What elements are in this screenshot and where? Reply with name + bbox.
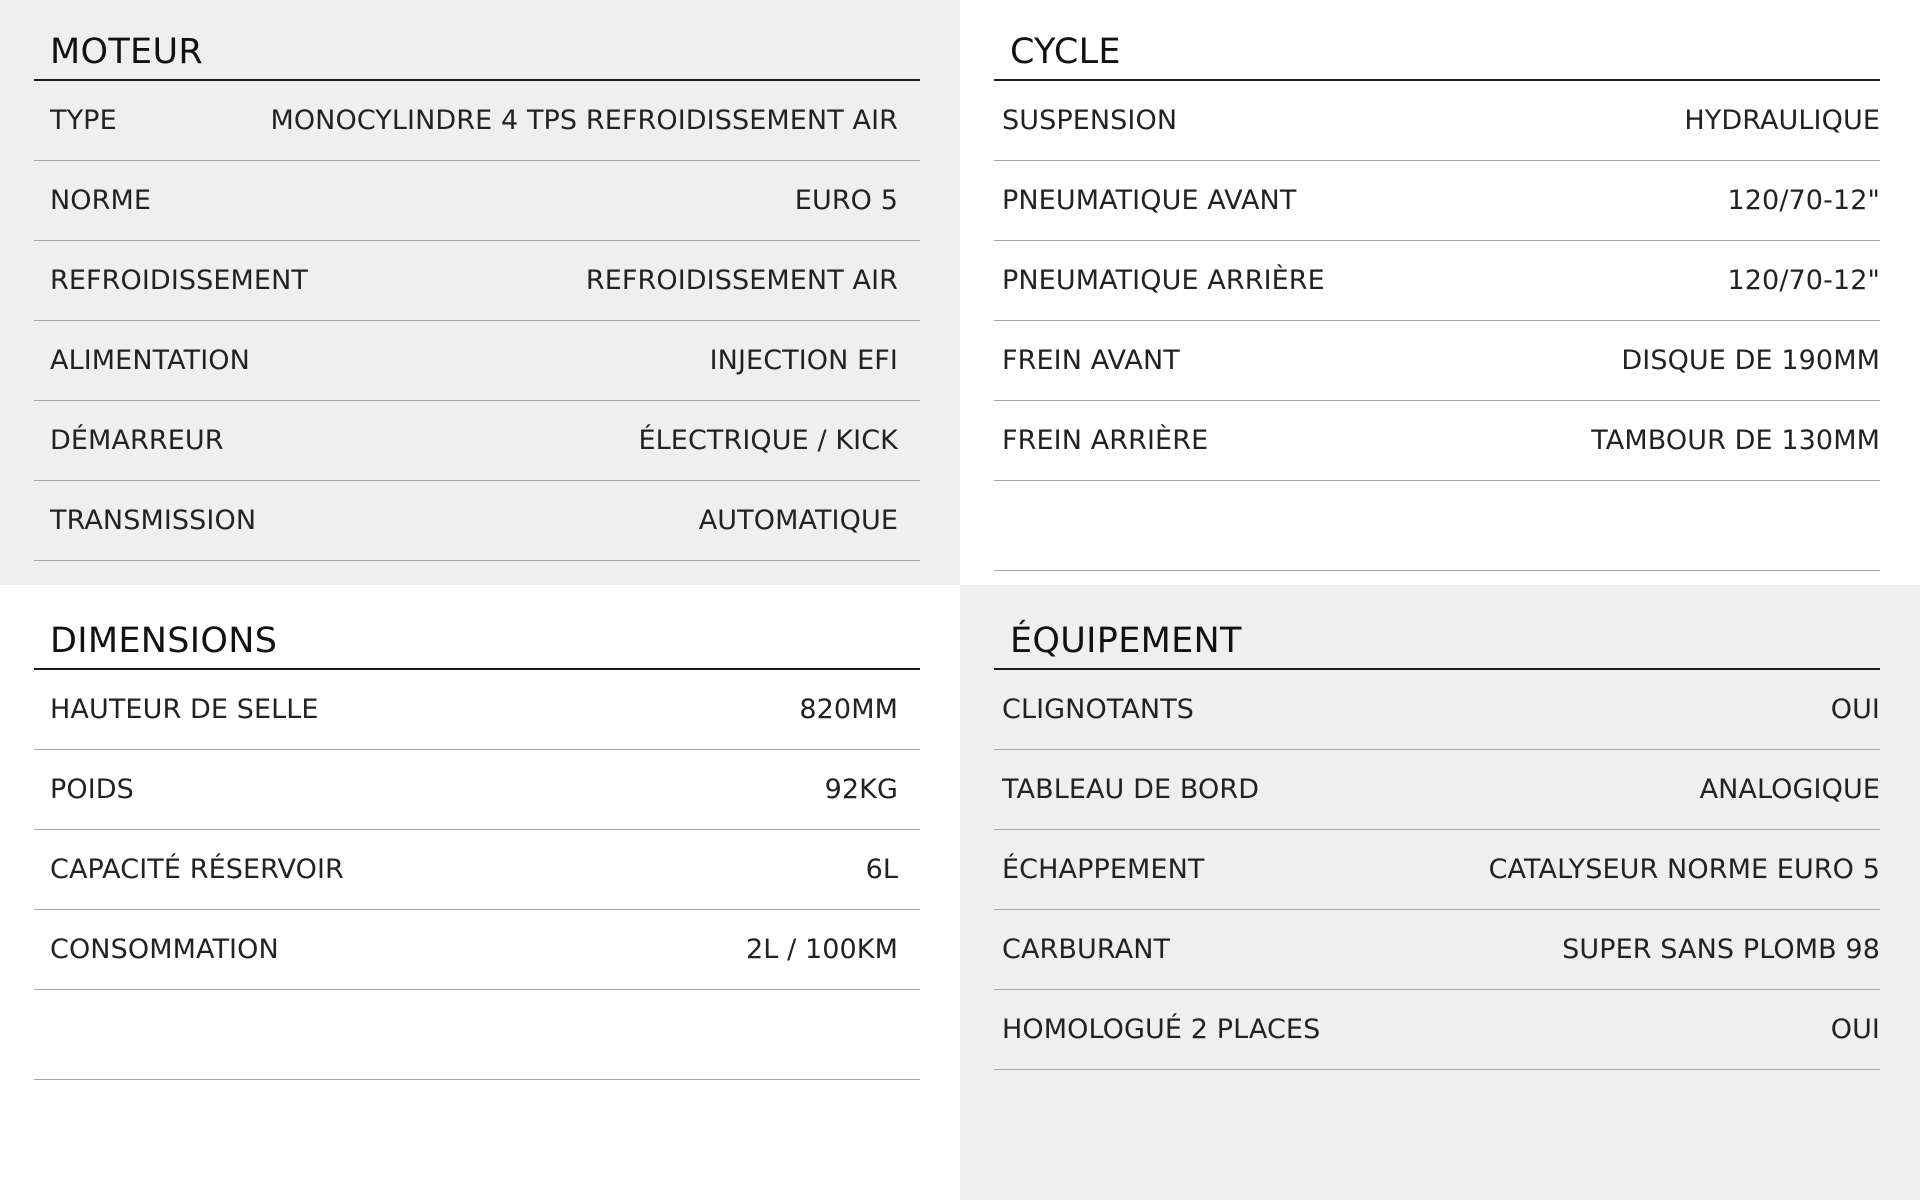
spec-value: 120/70-12" — [1727, 265, 1880, 296]
spec-label: PNEUMATIQUE AVANT — [1002, 185, 1297, 216]
spec-value: 92KG — [824, 774, 898, 805]
spec-row-poids — [34, 750, 920, 830]
spec-row-tableau-de-bord — [994, 750, 1880, 830]
spec-row-clignotants — [994, 670, 1880, 750]
spec-label: FREIN AVANT — [1002, 345, 1180, 376]
spec-row-homologue-2-places — [994, 990, 1880, 1070]
spec-label: CLIGNOTANTS — [1002, 694, 1195, 725]
section-title-dimensions: DIMENSIONS — [34, 613, 920, 670]
spec-row-norme — [34, 161, 920, 241]
spec-value: HYDRAULIQUE — [1684, 105, 1880, 136]
spec-label: TABLEAU DE BORD — [1002, 774, 1260, 805]
spec-row-echappement — [994, 830, 1880, 910]
section-title-equipement: ÉQUIPEMENT — [994, 613, 1880, 670]
spec-label: TRANSMISSION — [50, 505, 257, 536]
spec-value: SUPER SANS PLOMB 98 — [1562, 934, 1880, 965]
spec-row-suspension — [994, 81, 1880, 161]
spec-row-pneumatique-avant — [994, 161, 1880, 241]
cycle-spec-list — [994, 81, 1880, 571]
spec-label: ÉCHAPPEMENT — [1002, 854, 1205, 885]
section-dimensions — [0, 585, 960, 1200]
equipement-panel — [994, 613, 1880, 1070]
spec-row-consommation — [34, 910, 920, 990]
spec-row-hauteur-de-selle — [34, 670, 920, 750]
spec-value: TAMBOUR DE 130MM — [1591, 425, 1880, 456]
spec-label: HOMOLOGUÉ 2 PLACES — [1002, 1014, 1321, 1045]
spec-label: CONSOMMATION — [50, 934, 279, 965]
spec-row-empty — [994, 481, 1880, 571]
spec-row-frein-avant — [994, 321, 1880, 401]
moteur-panel — [34, 24, 920, 561]
section-moteur — [0, 0, 960, 585]
section-title-cycle: CYCLE — [994, 24, 1880, 81]
cycle-panel — [994, 24, 1880, 571]
spec-row-refroidissement — [34, 241, 920, 321]
spec-value: AUTOMATIQUE — [698, 505, 898, 536]
spec-label: ALIMENTATION — [50, 345, 250, 376]
spec-value: ÉLECTRIQUE / KICK — [638, 425, 898, 456]
section-cycle — [960, 0, 1920, 585]
spec-value: REFROIDISSEMENT AIR — [585, 265, 898, 296]
spec-label: TYPE — [50, 105, 117, 136]
spec-value: 2L / 100KM — [745, 934, 898, 965]
spec-value: 120/70-12" — [1727, 185, 1880, 216]
spec-row-empty — [34, 990, 920, 1080]
spec-value: MONOCYLINDRE 4 TPS REFROIDISSEMENT AIR — [270, 105, 898, 136]
dimensions-panel — [34, 613, 920, 1080]
spec-row-type — [34, 81, 920, 161]
spec-row-frein-arriere — [994, 401, 1880, 481]
spec-label: REFROIDISSEMENT — [50, 265, 308, 296]
spec-row-pneumatique-arriere — [994, 241, 1880, 321]
spec-value: INJECTION EFI — [709, 345, 898, 376]
spec-label: SUSPENSION — [1002, 105, 1178, 136]
dimensions-spec-list — [34, 670, 920, 1080]
section-title-moteur: MOTEUR — [34, 24, 920, 81]
spec-row-demarreur — [34, 401, 920, 481]
spec-value: DISQUE DE 190MM — [1621, 345, 1880, 376]
equipement-spec-list — [994, 670, 1880, 1070]
spec-label: DÉMARREUR — [50, 425, 224, 456]
spec-value: CATALYSEUR NORME EURO 5 — [1488, 854, 1880, 885]
spec-label: POIDS — [50, 774, 134, 805]
spec-row-capacite-reservoir — [34, 830, 920, 910]
spec-label: FREIN ARRIÈRE — [1002, 425, 1209, 456]
spec-row-carburant — [994, 910, 1880, 990]
spec-value: 820MM — [799, 694, 898, 725]
spec-row-transmission — [34, 481, 920, 561]
spec-label: CAPACITÉ RÉSERVOIR — [50, 854, 344, 885]
moteur-spec-list — [34, 81, 920, 561]
spec-label: NORME — [50, 185, 152, 216]
spec-value: EURO 5 — [794, 185, 898, 216]
section-equipement — [960, 585, 1920, 1200]
spec-label: CARBURANT — [1002, 934, 1171, 965]
spec-label: HAUTEUR DE SELLE — [50, 694, 319, 725]
spec-value: 6L — [865, 854, 898, 885]
spec-row-alimentation — [34, 321, 920, 401]
spec-value: OUI — [1830, 1014, 1880, 1045]
spec-value: ANALOGIQUE — [1699, 774, 1880, 805]
spec-value: OUI — [1830, 694, 1880, 725]
spec-label: PNEUMATIQUE ARRIÈRE — [1002, 265, 1325, 296]
